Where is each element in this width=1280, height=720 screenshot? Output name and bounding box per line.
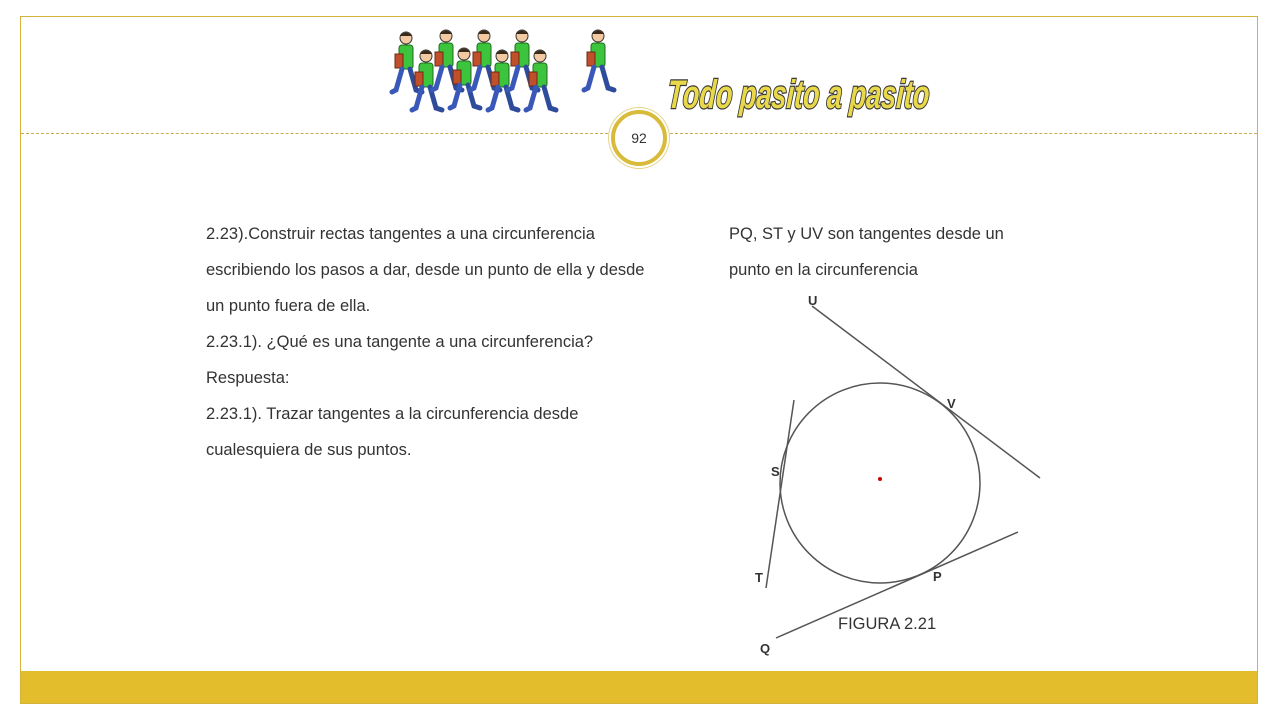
figure-intro: PQ, ST y UV son tangentes desde un punto en la circunferencia bbox=[729, 225, 1004, 279]
exercise-statement: 2.23).Construir rectas tangentes a una circunferencia escribiendo los pasos a dar, desde un punto de ella y desde un punto fuera de ella. bbox=[206, 225, 645, 315]
label-v: V bbox=[947, 396, 956, 411]
circle-center-point bbox=[878, 477, 882, 481]
page-number-badge bbox=[611, 110, 667, 166]
tangent-line-uv bbox=[812, 306, 1040, 478]
page-number: 92 bbox=[631, 130, 647, 146]
label-p: P bbox=[933, 569, 942, 584]
label-u: U bbox=[808, 293, 818, 308]
exercise-text bbox=[206, 216, 656, 468]
circle bbox=[780, 383, 980, 583]
answer-label: Respuesta: bbox=[206, 369, 290, 387]
exercise-task: 2.23.1). Trazar tangentes a la circunferencia desde cualesquiera de sus puntos. bbox=[206, 405, 579, 459]
figure-description bbox=[729, 216, 1049, 288]
header-title-text: Todo pasito a pasito bbox=[666, 73, 1057, 117]
label-t: T bbox=[755, 570, 763, 585]
figure-caption: FIGURA 2.21 bbox=[838, 615, 937, 633]
label-q: Q bbox=[760, 641, 771, 656]
walking-people-illustration bbox=[392, 26, 632, 130]
header-title bbox=[664, 60, 1057, 130]
label-s: S bbox=[771, 464, 780, 479]
tangent-line-st bbox=[766, 400, 794, 588]
tangent-figure bbox=[740, 286, 1060, 660]
footer-bar bbox=[21, 671, 1257, 703]
exercise-question: 2.23.1). ¿Qué es una tangente a una circunferencia? bbox=[206, 333, 594, 351]
